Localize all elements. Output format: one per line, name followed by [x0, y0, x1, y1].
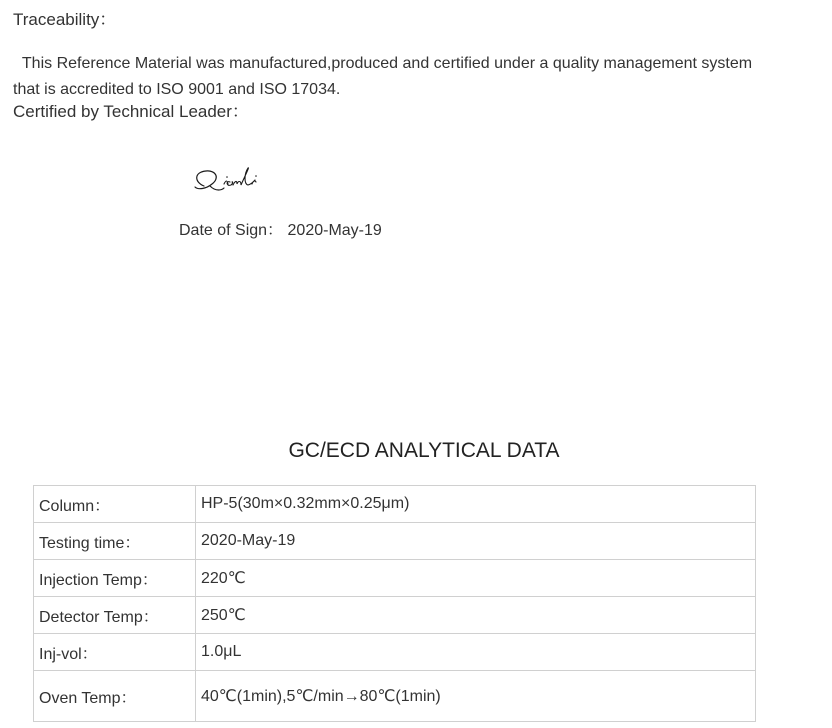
traceability-statement-line-2: that is accredited to ISO 9001 and ISO 17034. [13, 81, 341, 98]
row-value-inj-vol: 1.0μL [196, 634, 756, 671]
table-row [34, 671, 756, 722]
date-of-sign-label: Date of Sign： [179, 222, 284, 239]
row-value-oven-temp: 40℃(1min),5℃/min→80℃(1min) [196, 671, 756, 722]
row-value-testing-time: 2020-May-19 [196, 523, 756, 560]
table-row [34, 523, 756, 560]
analytical-data-title: GC/ECD ANALYTICAL DATA [288, 439, 560, 462]
row-label-testing-time: Testing time： [34, 523, 196, 560]
table-row [34, 486, 756, 523]
row-label-detector-temp: Detector Temp： [34, 597, 196, 634]
row-value-detector-temp: 250℃ [196, 597, 756, 634]
row-value-column: HP-5(30m×0.32mm×0.25μm) [196, 486, 756, 523]
date-of-sign [179, 217, 382, 240]
row-value-injection-temp: 220℃ [196, 560, 756, 597]
row-label-column: Column： [34, 486, 196, 523]
traceability-statement-line-1 [13, 55, 752, 73]
row-label-oven-temp: Oven Temp： [34, 671, 196, 722]
row-label-inj-vol: Inj-vol： [34, 634, 196, 671]
analytical-data-table [33, 485, 756, 722]
traceability-heading: Traceability： [13, 10, 117, 29]
date-of-sign-value: 2020-May-19 [287, 222, 382, 239]
table-row [34, 634, 756, 671]
traceability-statement-text: This Reference Material was manufactured,produced and certified under a quality management system [21, 55, 753, 72]
row-label-injection-temp: Injection Temp： [34, 560, 196, 597]
table-row [34, 597, 756, 634]
signature-image [186, 160, 286, 200]
table-row [34, 560, 756, 597]
certified-by-heading: Certified by Technical Leader： [13, 102, 249, 121]
